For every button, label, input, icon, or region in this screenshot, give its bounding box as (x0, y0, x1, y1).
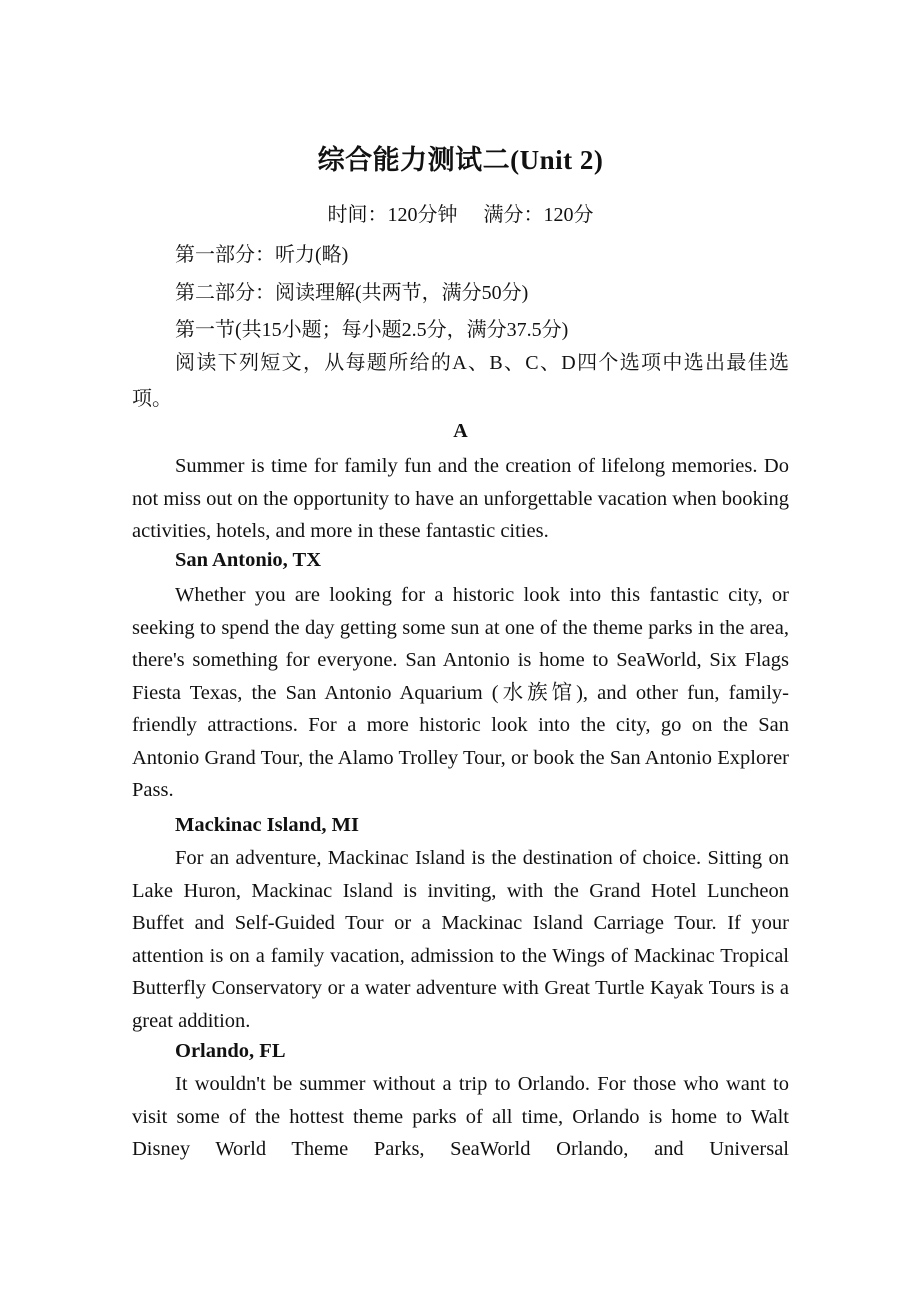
reading-instruction: 阅读下列短文，从每题所给的A、B、C、D四个选项中选出最佳选项。 (132, 352, 789, 410)
place-heading-san-antonio: San Antonio, TX (175, 549, 322, 571)
page-title: 综合能力测试二(Unit 2) (317, 145, 604, 175)
place-text-orlando: It wouldn't be summer without a trip to Orlando. For those who want to visit some of the hottest theme parks of all time, Orlando is home to Walt Disney World Theme Parks, SeaWorld Orlando, and Universal (132, 1073, 789, 1160)
place-text-san-antonio: Whether you are looking for a historic look into this fantastic city, or seeking to spend the day getting some sun at one of the theme parks in the area, there's something for everyone. San Antonio is home to SeaWorld, Six Flags Fiesta Texas, the San Antonio Aquarium (水族馆), and other fun, family-friendly attractions. For a more historic look into the city, go on the San Antonio Grand Tour, the Alamo Trolley Tour, or book the San Antonio Explorer Pass. (132, 584, 789, 801)
exam-meta (132, 198, 789, 227)
passage-label: A (453, 420, 468, 442)
section-one-heading: 第一节(共15小题；每小题2.5分，满分37.5分) (175, 319, 569, 341)
full-score: 满分：120分 (483, 204, 594, 226)
part-one-heading: 第一部分：听力(略) (175, 244, 349, 266)
place-text-mackinac: For an adventure, Mackinac Island is the destination of choice. Sitting on Lake Huron, Mackinac Island is inviting, with the Grand Hotel Luncheon Buffet and Self-Guided Tour or a Mackinac Island Carriage Tour. If your attention is on a family vacation, admission to the Wings of Mackinac Tropical Butterfly Conservatory or a water adventure with Great Turtle Kayak Tours is a great addition. (132, 847, 789, 1032)
part-two-heading: 第二部分：阅读理解(共两节，满分50分) (175, 282, 529, 304)
place-heading-orlando: Orlando, FL (175, 1040, 286, 1062)
place-heading-mackinac: Mackinac Island, MI (175, 814, 359, 836)
time-limit: 时间：120分钟 (327, 204, 458, 226)
passage-intro: Summer is time for family fun and the creation of lifelong memories. Do not miss out on the opportunity to have an unforgettable vacation when booking activities, hotels, and more in these fantastic cities. (132, 455, 789, 542)
